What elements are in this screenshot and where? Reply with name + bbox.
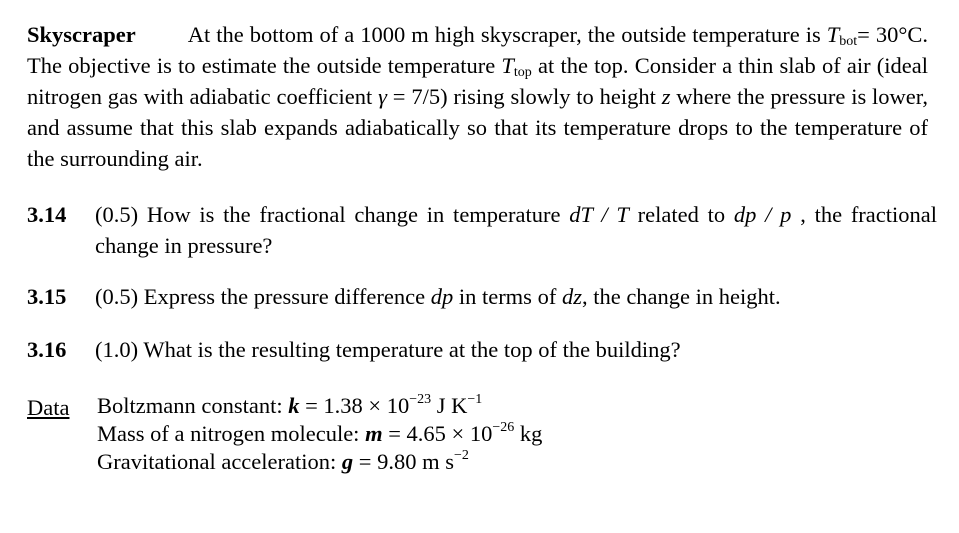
- intro-text-3: at the top. Consider a thin slab of air (ideal nitrogen gas with adiabatic coefficient: [27, 53, 929, 109]
- constant-exponent: −26: [492, 420, 515, 435]
- constant-value: = 4.65 × 10: [388, 421, 493, 446]
- gravity-line: [97, 448, 927, 476]
- question-text-part: (0.5) How is the fractional change in temperature: [95, 202, 561, 227]
- question-text: [95, 199, 937, 261]
- data-lines: [97, 392, 927, 476]
- problem-title: Skyscraper: [27, 22, 136, 47]
- math-dz: dz: [561, 284, 582, 309]
- question-text-part: (1.0) What is the resulting temperature at the top of the building?: [95, 337, 681, 362]
- question-text-part: , the fractional change in pressure?: [95, 202, 938, 258]
- question-3-15: [27, 281, 937, 312]
- intro-text-5: where the pressure is lower, and assume that this slab expands adiabatically so that its temperature drops to the temperature of the surrounding air.: [27, 84, 928, 171]
- constant-value: = 1.38 × 10: [305, 393, 410, 418]
- question-3-14: [27, 199, 937, 261]
- constant-symbol: m: [365, 421, 383, 446]
- intro-paragraph: [27, 19, 928, 174]
- data-section: [27, 392, 927, 476]
- question-text-part: related to: [637, 202, 726, 227]
- constant-symbol: g: [341, 449, 354, 474]
- constant-symbol: k: [288, 393, 300, 418]
- intro-text-2: = 30°C. The objective is to estimate the outside temperature: [27, 22, 928, 78]
- question-text-part: , the change in height.: [581, 284, 781, 309]
- constant-label: Mass of a nitrogen molecule:: [97, 421, 360, 446]
- constant-unit: kg: [519, 421, 543, 446]
- t-top-symbol: T: [501, 53, 514, 78]
- constant-label: Boltzmann constant:: [97, 393, 283, 418]
- boltzmann-constant-line: [97, 392, 927, 420]
- intro-text-1: At the bottom of a 1000 m high skyscraper, the outside temperature is: [187, 22, 821, 47]
- t-bot-symbol: T: [826, 22, 840, 47]
- math-dt-over-t: dT / T: [569, 202, 629, 227]
- constant-label: Gravitational acceleration:: [97, 449, 337, 474]
- data-label: Data: [27, 395, 70, 420]
- unit-exponent: −2: [453, 448, 469, 463]
- top-subscript: top: [513, 65, 532, 80]
- question-number: 3.15: [27, 284, 67, 309]
- question-text: [95, 334, 937, 365]
- intro-text-4: = 7/5) rising slowly to height: [392, 84, 656, 109]
- question-number: 3.16: [27, 337, 67, 362]
- unit-exponent: −1: [467, 392, 483, 407]
- question-number: 3.14: [27, 202, 67, 227]
- z-symbol: z: [661, 84, 671, 109]
- nitrogen-mass-line: [97, 420, 927, 448]
- gamma-symbol: γ: [378, 84, 387, 109]
- question-text-part: (0.5) Express the pressure difference: [95, 284, 426, 309]
- bot-subscript: bot: [839, 34, 858, 49]
- math-dp-over-p: dp / p: [733, 202, 792, 227]
- constant-value: = 9.80 m s: [358, 449, 454, 474]
- question-text-part: in terms of: [458, 284, 557, 309]
- question-3-16: [27, 334, 937, 365]
- question-text: [95, 281, 937, 312]
- constant-exponent: −23: [409, 392, 432, 407]
- constant-unit: J K: [436, 393, 468, 418]
- math-dp: dp: [430, 284, 454, 309]
